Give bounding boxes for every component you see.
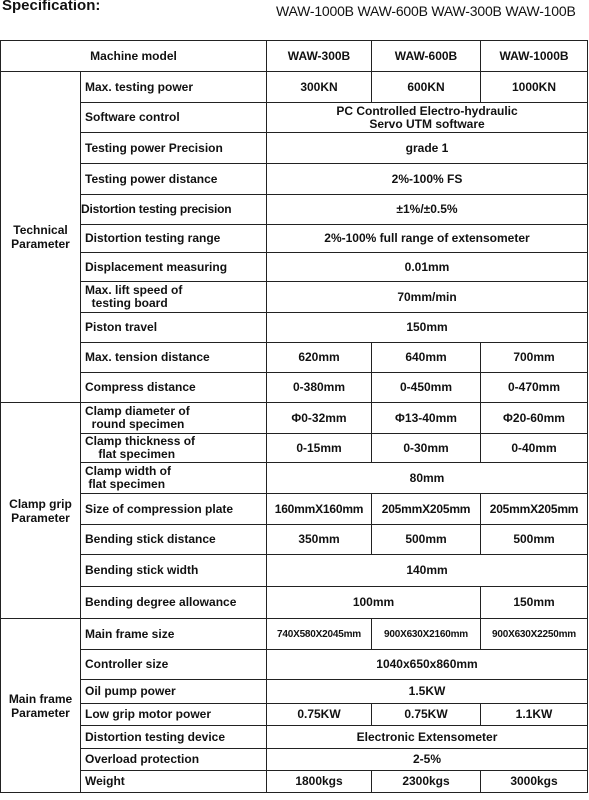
cell-value: 0-470mm	[481, 373, 588, 403]
model-list-heading: WAW-1000B WAW-600B WAW-300B WAW-100B	[276, 3, 576, 19]
cell-value: 0-15mm	[267, 434, 372, 463]
table-row	[1, 373, 588, 403]
cell-value: 0-40mm	[481, 434, 588, 463]
cell-value: 2300kgs	[372, 771, 481, 793]
group-label: Clamp grip Parameter	[9, 496, 72, 525]
cell-value: 600KN	[372, 72, 481, 103]
cell-value: 0.75KW	[267, 704, 372, 726]
row-label: Distortion testing precision	[81, 195, 267, 225]
group-technical-parameter	[1, 72, 81, 403]
row-label: Clamp diameter of round specimen	[81, 403, 267, 434]
table-row	[1, 726, 588, 749]
cell-value: Φ0-32mm	[267, 403, 372, 434]
cell-value: 0-30mm	[372, 434, 481, 463]
cell-value: 70mm/min	[267, 282, 588, 313]
table-row	[1, 343, 588, 373]
cell-value: 0.01mm	[267, 253, 588, 282]
cell-value: 150mm	[481, 587, 588, 619]
table-row	[1, 587, 588, 619]
cell-value: 0-450mm	[372, 373, 481, 403]
row-label: Oil pump power	[81, 680, 267, 704]
group-label: Main frame Parameter	[8, 691, 73, 720]
table-row	[1, 619, 588, 650]
row-label: Distortion testing range	[81, 225, 267, 253]
cell-value: 350mm	[267, 525, 372, 555]
header-machine-model: Machine model	[1, 41, 267, 72]
cell-value: ±1%/±0.5%	[267, 195, 588, 225]
table-row	[1, 463, 588, 494]
cell-value: 205mmX205mm	[372, 494, 481, 525]
row-label: Bending stick width	[81, 555, 267, 587]
row-label: Displacement measuring	[81, 253, 267, 282]
cell-value: 900X630X2160mm	[372, 619, 481, 650]
cell-value: 1800kgs	[267, 771, 372, 793]
row-label: Main frame size	[81, 619, 267, 650]
table-row	[1, 749, 588, 771]
cell-value: 0-380mm	[267, 373, 372, 403]
cell-value: 100mm	[267, 587, 481, 619]
table-row	[1, 680, 588, 704]
table-row	[1, 403, 588, 434]
table-row	[1, 494, 588, 525]
row-label: Max. testing power	[81, 72, 267, 103]
page-title: Specification:	[2, 0, 101, 14]
row-label: Bending degree allowance	[81, 587, 267, 619]
table-row	[1, 313, 588, 343]
table-row	[1, 282, 588, 313]
cell-value: 740X580X2045mm	[267, 619, 372, 650]
cell-value: 0.75KW	[372, 704, 481, 726]
row-label: Testing power Precision	[81, 133, 267, 164]
row-label: Distortion testing device	[81, 726, 267, 749]
cell-value: 700mm	[481, 343, 588, 373]
cell-value: 80mm	[267, 463, 588, 494]
row-label: Max. tension distance	[81, 343, 267, 373]
row-label: Weight	[81, 771, 267, 793]
cell-value: 500mm	[372, 525, 481, 555]
cell-value: 640mm	[372, 343, 481, 373]
cell-value: 2%-100% full range of extensometer	[267, 225, 588, 253]
cell-value: 205mmX205mm	[481, 494, 588, 525]
cell-value: Φ20-60mm	[481, 403, 588, 434]
table-row	[1, 103, 588, 133]
table-row	[1, 555, 588, 587]
table-row	[1, 253, 588, 282]
row-label: Clamp width of flat specimen	[81, 463, 267, 494]
group-clamp-grip-parameter	[1, 403, 81, 619]
cell-value: 160mmX160mm	[267, 494, 372, 525]
cell-value: Electronic Extensometer	[267, 726, 588, 749]
cell-value: 2-5%	[267, 749, 588, 771]
cell-value: 140mm	[267, 555, 588, 587]
group-label: Technical Parameter	[11, 223, 70, 251]
table-row	[1, 195, 588, 225]
row-label: Clamp thickness of flat specimen	[81, 434, 267, 463]
table-row	[1, 525, 588, 555]
row-label: Size of compression plate	[81, 494, 267, 525]
cell-value: 1.5KW	[267, 680, 588, 704]
cell-value: 3000kgs	[481, 771, 588, 793]
header-model: WAW-600B	[372, 41, 481, 72]
table-row	[1, 133, 588, 164]
table-row	[1, 434, 588, 463]
row-label: Low grip motor power	[81, 704, 267, 726]
cell-value: Φ13-40mm	[372, 403, 481, 434]
cell-value: 620mm	[267, 343, 372, 373]
row-label: Bending stick distance	[81, 525, 267, 555]
cell-value: 500mm	[481, 525, 588, 555]
table-row	[1, 771, 588, 793]
row-label: Piston travel	[81, 313, 267, 343]
cell-value: PC Controlled Electro-hydraulic Servo UTM software	[267, 103, 588, 133]
table-header-row	[1, 41, 588, 72]
cell-value: 900X630X2250mm	[481, 619, 588, 650]
cell-value: 1.1KW	[481, 704, 588, 726]
row-label: Testing power distance	[81, 164, 267, 195]
cell-value: grade 1	[267, 133, 588, 164]
row-label: Max. lift speed of testing board	[81, 282, 267, 313]
specification-table	[0, 40, 588, 793]
cell-value: 1000KN	[481, 72, 588, 103]
table-row	[1, 164, 588, 195]
header-model: WAW-1000B	[481, 41, 588, 72]
table-row	[1, 704, 588, 726]
row-label: Controller size	[81, 650, 267, 680]
row-label: Compress distance	[81, 373, 267, 403]
cell-value: 300KN	[267, 72, 372, 103]
table-row	[1, 225, 588, 253]
row-label: Software control	[81, 103, 267, 133]
group-main-frame-parameter	[1, 619, 81, 793]
cell-value: 2%-100% FS	[267, 164, 588, 195]
header-model: WAW-300B	[267, 41, 372, 72]
table-row	[1, 72, 588, 103]
cell-value: 150mm	[267, 313, 588, 343]
cell-value: 1040x650x860mm	[267, 650, 588, 680]
table-row	[1, 650, 588, 680]
row-label: Overload protection	[81, 749, 267, 771]
